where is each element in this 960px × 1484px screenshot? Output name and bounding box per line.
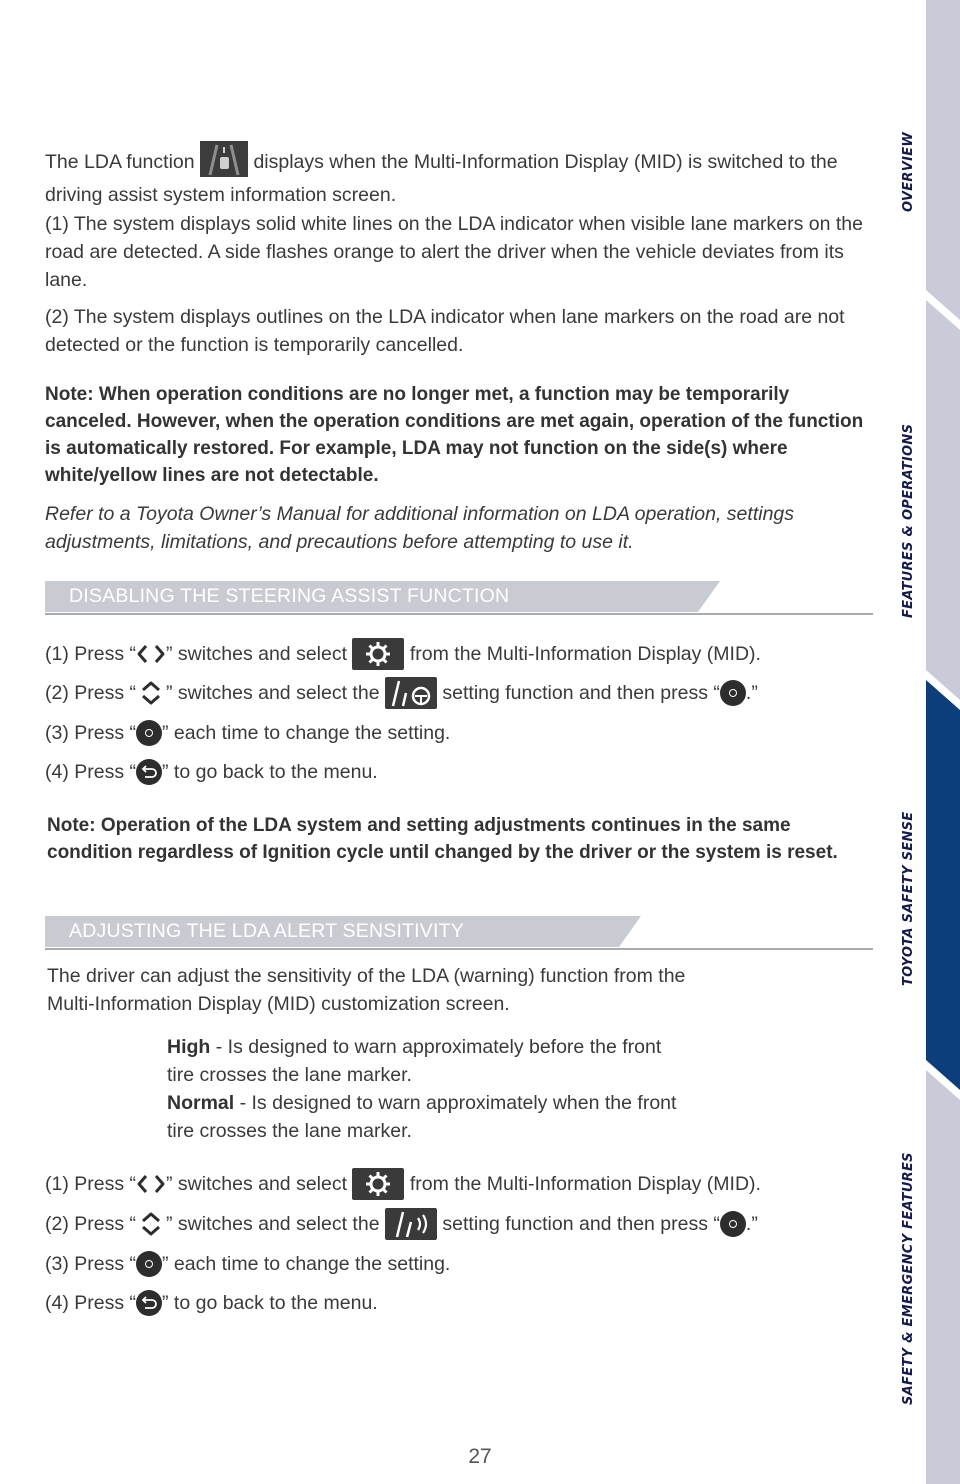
- refer-manual-note: Refer to a Toyota Owner’s Manual for additional information on LDA operation, settings adjustments, limitations, and precautions before attempting to use it.: [45, 503, 795, 553]
- tab-shapes: [926, 0, 960, 1484]
- step-1: (1) Press “ ” switches and select from the Multi-Information Display (MID).: [45, 1168, 761, 1198]
- steering-assist-icon: [385, 677, 437, 709]
- lda-icon: [200, 141, 248, 177]
- adjusting-intro: The driver can adjust the sensitivity of the LDA (warning) function from the Multi-Information Display (MID) customization screen.: [47, 965, 686, 1015]
- ok-button-icon: [720, 1211, 746, 1237]
- step-4: (4) Press “ ” to go back to the menu.: [45, 1291, 378, 1314]
- step-2: (2) Press “ ” switches and select the setting function and then press “ .”: [45, 677, 758, 707]
- sensitivity-options: High - Is designed to warn approximately before the front tire crosses the lane marker. Normal - Is designed to warn approximately when the front tire crosses the lane marker.: [167, 1033, 787, 1145]
- paragraph-solid-lines: (1) The system displays solid white lines on the LDA indicator when visible lane markers on the road are detected. A side flashes orange to alert the driver when the vehicle deviates from its lane.: [45, 213, 863, 291]
- ok-button-icon: [136, 720, 162, 746]
- step-3: (3) Press “ ” each time to change the setting.: [45, 1252, 451, 1275]
- tab-overview[interactable]: [926, 0, 960, 320]
- left-right-arrows-icon: [136, 1171, 166, 1197]
- page-number: 27: [468, 1445, 492, 1468]
- gear-icon: [352, 1168, 404, 1200]
- step-3: (3) Press “ ” each time to change the setting.: [45, 721, 451, 744]
- intro-paragraph: The LDA function displays when the Multi-Information Display (MID) is switched to the driving assist system information screen.: [45, 145, 885, 209]
- gear-icon: [352, 638, 404, 670]
- back-button-icon: [136, 759, 162, 785]
- up-down-arrows-icon: [136, 680, 166, 706]
- up-down-arrows-icon: [136, 1211, 166, 1237]
- tab-safety-emergency[interactable]: [926, 1070, 960, 1484]
- note-operation-persistence: Note: Operation of the LDA system and setting adjustments continues in the same condition regardless of Ignition cycle until changed by the driver or the system is reset.: [47, 815, 838, 863]
- tab-toyota-safety-sense[interactable]: [926, 680, 960, 1090]
- section-title: DISABLING THE STEERING ASSIST FUNCTION: [69, 585, 510, 607]
- step-1: (1) Press “ ” switches and select from the Multi-Information Display (MID).: [45, 638, 761, 668]
- ok-button-icon: [136, 1251, 162, 1277]
- sensitivity-normal: Normal - Is designed to warn approximately when the front: [167, 1092, 677, 1114]
- section-title: ADJUSTING THE LDA ALERT SENSITIVITY: [69, 920, 464, 942]
- step-4: (4) Press “ ” to go back to the menu.: [45, 760, 378, 783]
- lda-sensitivity-icon: [385, 1208, 437, 1240]
- ok-button-icon: [720, 680, 746, 706]
- tab-features-operations[interactable]: [926, 300, 960, 700]
- back-button-icon: [136, 1290, 162, 1316]
- left-right-arrows-icon: [136, 641, 166, 667]
- sensitivity-high: High - Is designed to warn approximately before the front: [167, 1036, 662, 1058]
- section-header-adjusting: [45, 916, 873, 950]
- step-2: (2) Press “ ” switches and select the setting function and then press “ .”: [45, 1208, 758, 1238]
- section-header-disabling: [45, 581, 873, 615]
- note-operation-conditions: Note: When operation conditions are no longer met, a function may be temporarily canceled. However, when the operation conditions are met again, operation of the function is automatically restored. For example, LDA may not function on the side(s) where white/yellow lines are not detectable.: [45, 384, 864, 486]
- paragraph-outlines: (2) The system displays outlines on the LDA indicator when lane markers on the road are not detected or the function is temporarily cancelled.: [45, 306, 845, 356]
